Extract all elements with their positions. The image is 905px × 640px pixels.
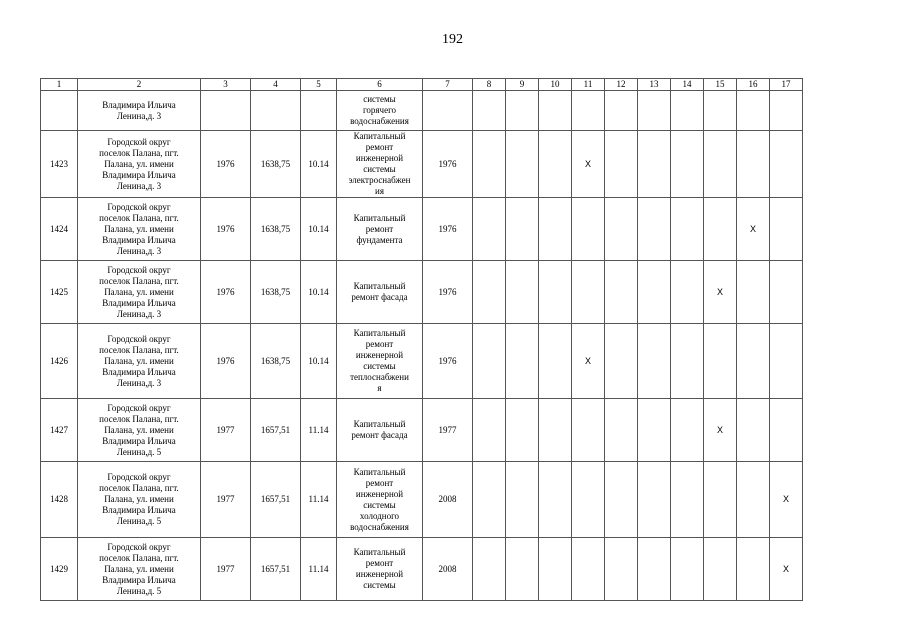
mark-col-10	[539, 131, 572, 198]
address-line: Ленина,д. 5	[116, 585, 162, 596]
row-number: 1424	[41, 198, 78, 261]
address-line: Городской округ	[107, 472, 171, 482]
repair-registry-table	[40, 78, 803, 601]
row-number: 1426	[41, 324, 78, 399]
mark-col-11	[572, 198, 605, 261]
mark-col-15	[704, 538, 737, 601]
work-type-line: Капитальный	[353, 547, 406, 557]
mark-col-8	[473, 538, 506, 601]
mark-col-15: X	[704, 399, 737, 462]
address-line: поселок Палана, пгт.	[99, 344, 179, 355]
cell-col-3	[201, 91, 251, 131]
address-line: Городской округ	[107, 333, 171, 344]
work-type-line: фундамента	[356, 234, 403, 245]
mark-col-9	[506, 399, 539, 462]
table-row	[41, 324, 803, 399]
mark-col-13	[638, 399, 671, 462]
table-row	[41, 131, 803, 198]
mark-col-16	[737, 131, 770, 198]
mark-col-11	[572, 261, 605, 324]
mark-col-9	[506, 538, 539, 601]
col7-cell: 1976	[423, 324, 473, 399]
mark-col-12	[605, 198, 638, 261]
column-number-header-row	[41, 79, 803, 91]
address-line: Городской округ	[107, 402, 171, 413]
cell-col-5	[301, 91, 337, 131]
mark-col-14	[671, 261, 704, 324]
mark-col-14	[671, 538, 704, 601]
address-cell	[78, 399, 201, 462]
work-type-line: ремонт фасада	[351, 430, 408, 440]
column-header-9: 9	[506, 79, 539, 91]
mark-col-10	[539, 324, 572, 399]
col7-cell: 1976	[423, 131, 473, 198]
column-header-5: 5	[301, 79, 337, 91]
column-header-13: 13	[638, 79, 671, 91]
mark-col-9	[506, 324, 539, 399]
cell-col-13	[638, 91, 671, 131]
mark-col-17: X	[770, 538, 803, 601]
col5-cell: 10.14	[301, 131, 337, 198]
address-line: Ленина,д. 3	[116, 377, 162, 388]
address-line: Палана, ул. имени	[104, 563, 174, 574]
address-line: Палана, ул. имени	[104, 355, 174, 366]
mark-col-10	[539, 538, 572, 601]
row-number: 1429	[41, 538, 78, 601]
column-header-4: 4	[251, 79, 301, 91]
mark-col-14	[671, 399, 704, 462]
mark-col-14	[671, 324, 704, 399]
area-cell: 1638,75	[251, 198, 301, 261]
mark-col-12	[605, 538, 638, 601]
year-built-cell: 1977	[201, 538, 251, 601]
cell-col-11	[572, 91, 605, 131]
row-number: 1427	[41, 399, 78, 462]
cell-col-1	[41, 91, 78, 131]
work-type-line: ремонт	[365, 223, 394, 234]
mark-col-9	[506, 261, 539, 324]
address-line: Владимира Ильича	[102, 505, 176, 515]
mark-col-8	[473, 324, 506, 399]
column-header-17: 17	[770, 79, 803, 91]
address-line: поселок Палана, пгт.	[99, 147, 179, 158]
column-header-15: 15	[704, 79, 737, 91]
work-type-line: инженерной	[355, 153, 404, 163]
mark-col-13	[638, 538, 671, 601]
address-line: Ленина,д. 3	[116, 110, 162, 121]
row-number: 1425	[41, 261, 78, 324]
mark-col-12	[605, 131, 638, 198]
mark-col-12	[605, 324, 638, 399]
mark-col-15	[704, 131, 737, 198]
mark-col-16	[737, 324, 770, 399]
work-type-line: горячего	[362, 105, 397, 115]
address-cell	[78, 261, 201, 324]
mark-col-13	[638, 131, 671, 198]
address-cell	[78, 324, 201, 399]
address-line: Ленина,д. 3	[116, 180, 162, 191]
address-line: поселок Палана, пгт.	[99, 552, 179, 563]
table-row	[41, 399, 803, 462]
work-type-line: Капитальный	[353, 466, 406, 477]
row-number: 1428	[41, 462, 78, 538]
table-row	[41, 462, 803, 538]
mark-col-15	[704, 324, 737, 399]
mark-col-12	[605, 399, 638, 462]
mark-col-11: X	[572, 324, 605, 399]
work-type-cell	[337, 131, 423, 198]
mark-col-14	[671, 198, 704, 261]
mark-col-15	[704, 198, 737, 261]
mark-col-17	[770, 131, 803, 198]
address-line: Палана, ул. имени	[104, 158, 174, 169]
table-row	[41, 261, 803, 324]
work-type-line: ремонт	[365, 339, 394, 349]
column-header-12: 12	[605, 79, 638, 91]
table-row-continuation	[41, 91, 803, 131]
mark-col-8	[473, 131, 506, 198]
work-type-line: ремонт	[365, 558, 394, 568]
address-line: Владимира Ильича	[102, 99, 176, 110]
column-header-3: 3	[201, 79, 251, 91]
cell-col-4	[251, 91, 301, 131]
mark-col-14	[671, 462, 704, 538]
address-line: Городской округ	[107, 136, 171, 147]
mark-col-16	[737, 538, 770, 601]
mark-col-16	[737, 399, 770, 462]
mark-col-11	[572, 399, 605, 462]
mark-col-16	[737, 462, 770, 538]
work-type-line: ремонт	[365, 477, 394, 488]
col7-cell: 1976	[423, 261, 473, 324]
address-line: поселок Палана, пгт.	[99, 212, 179, 223]
column-header-10: 10	[539, 79, 572, 91]
address-line: Ленина,д. 3	[116, 308, 162, 319]
work-type-line: Капитальный	[353, 212, 406, 223]
address-line: Палана, ул. имени	[104, 286, 174, 297]
address-line: Ленина,д. 5	[116, 516, 162, 526]
work-type-line: инженерной	[355, 488, 404, 499]
cell-col-15	[704, 91, 737, 131]
work-type-line: системы	[363, 94, 396, 104]
mark-col-11: X	[572, 131, 605, 198]
address-line: поселок Палана, пгт.	[99, 275, 179, 286]
mark-col-12	[605, 462, 638, 538]
table-row	[41, 198, 803, 261]
year-built-cell: 1977	[201, 462, 251, 538]
work-type-line: электроснабжен	[348, 175, 411, 185]
column-header-1: 1	[41, 79, 78, 91]
mark-col-11	[572, 462, 605, 538]
mark-col-17	[770, 198, 803, 261]
mark-col-11	[572, 538, 605, 601]
work-type-line: системы	[363, 580, 396, 590]
mark-col-15: X	[704, 261, 737, 324]
row-number: 1423	[41, 131, 78, 198]
work-type-line: системы	[363, 164, 396, 174]
year-built-cell: 1977	[201, 399, 251, 462]
mark-col-14	[671, 131, 704, 198]
mark-col-9	[506, 462, 539, 538]
col7-cell: 1977	[423, 399, 473, 462]
area-cell: 1638,75	[251, 261, 301, 324]
cell-col-16	[737, 91, 770, 131]
table-row	[41, 538, 803, 601]
address-line: Владимира Ильича	[102, 435, 176, 446]
address-line: поселок Палана, пгт.	[99, 413, 179, 424]
mark-col-9	[506, 198, 539, 261]
work-type-line: я	[377, 383, 382, 393]
mark-col-8	[473, 462, 506, 538]
mark-col-10	[539, 399, 572, 462]
address-cell	[78, 538, 201, 601]
mark-col-10	[539, 198, 572, 261]
address-line: Ленина,д. 5	[116, 446, 162, 457]
year-built-cell: 1976	[201, 324, 251, 399]
address-line: Ленина,д. 3	[116, 245, 162, 256]
work-type-line: Капитальный	[353, 281, 406, 291]
mark-col-9	[506, 131, 539, 198]
page-number: 192	[442, 32, 463, 47]
column-header-16: 16	[737, 79, 770, 91]
column-header-7: 7	[423, 79, 473, 91]
cell-col-2	[78, 91, 201, 131]
mark-col-17: X	[770, 462, 803, 538]
work-type-cell	[337, 324, 423, 399]
area-cell: 1657,51	[251, 538, 301, 601]
mark-col-8	[473, 261, 506, 324]
mark-col-17	[770, 324, 803, 399]
col7-cell: 1976	[423, 198, 473, 261]
work-type-line: системы	[363, 499, 396, 510]
area-cell: 1638,75	[251, 131, 301, 198]
work-type-line: инженерной	[355, 350, 404, 360]
work-type-line: холодного	[359, 510, 400, 521]
mark-col-16: X	[737, 198, 770, 261]
work-type-line: ремонт фасада	[351, 292, 408, 302]
col7-cell: 2008	[423, 538, 473, 601]
address-line: Городской округ	[107, 264, 171, 275]
work-type-line: водоснабжения	[350, 521, 409, 532]
mark-col-8	[473, 198, 506, 261]
work-type-line: системы	[363, 361, 396, 371]
work-type-line: ремонт	[365, 142, 394, 152]
address-cell	[78, 462, 201, 538]
work-type-cell	[337, 399, 423, 462]
work-type-line: теплоснабжени	[350, 372, 409, 382]
address-line: Владимира Ильича	[102, 574, 176, 585]
work-type-line: Капитальный	[353, 419, 406, 429]
year-built-cell: 1976	[201, 198, 251, 261]
mark-col-17	[770, 261, 803, 324]
col5-cell: 11.14	[301, 538, 337, 601]
area-cell: 1638,75	[251, 324, 301, 399]
column-header-11: 11	[572, 79, 605, 91]
mark-col-13	[638, 462, 671, 538]
col5-cell: 10.14	[301, 261, 337, 324]
address-line: Городской округ	[107, 201, 171, 212]
year-built-cell: 1976	[201, 261, 251, 324]
mark-col-13	[638, 261, 671, 324]
cell-col-9	[506, 91, 539, 131]
area-cell: 1657,51	[251, 399, 301, 462]
column-header-14: 14	[671, 79, 704, 91]
address-line: Владимира Ильича	[102, 234, 176, 245]
col5-cell: 10.14	[301, 324, 337, 399]
work-type-line: Капитальный	[353, 131, 406, 141]
mark-col-16	[737, 261, 770, 324]
work-type-line: инженерной	[355, 569, 404, 579]
address-line: Палана, ул. имени	[104, 424, 174, 435]
area-cell: 1657,51	[251, 462, 301, 538]
mark-col-13	[638, 324, 671, 399]
cell-col-12	[605, 91, 638, 131]
mark-col-10	[539, 261, 572, 324]
column-header-6: 6	[337, 79, 423, 91]
address-line: поселок Палана, пгт.	[99, 483, 179, 493]
cell-col-6	[337, 91, 423, 131]
cell-col-14	[671, 91, 704, 131]
mark-col-12	[605, 261, 638, 324]
mark-col-8	[473, 399, 506, 462]
col5-cell: 11.14	[301, 399, 337, 462]
col7-cell: 2008	[423, 462, 473, 538]
cell-col-10	[539, 91, 572, 131]
cell-col-7	[423, 91, 473, 131]
address-line: Городской округ	[107, 541, 171, 552]
mark-col-13	[638, 198, 671, 261]
work-type-cell	[337, 538, 423, 601]
cell-col-8	[473, 91, 506, 131]
mark-col-17	[770, 399, 803, 462]
address-line: Владимира Ильича	[102, 366, 176, 377]
work-type-cell	[337, 462, 423, 538]
address-line: Владимира Ильича	[102, 297, 176, 308]
address-cell	[78, 131, 201, 198]
address-line: Владимира Ильича	[102, 169, 176, 180]
address-line: Палана, ул. имени	[104, 223, 174, 234]
mark-col-10	[539, 462, 572, 538]
column-header-2: 2	[78, 79, 201, 91]
work-type-line: Капитальный	[353, 328, 406, 338]
cell-col-17	[770, 91, 803, 131]
work-type-cell	[337, 198, 423, 261]
col5-cell: 11.14	[301, 462, 337, 538]
work-type-cell	[337, 261, 423, 324]
work-type-line: ия	[375, 186, 384, 196]
work-type-line: водоснабжения	[350, 116, 409, 126]
year-built-cell: 1976	[201, 131, 251, 198]
column-header-8: 8	[473, 79, 506, 91]
address-line: Палана, ул. имени	[104, 494, 174, 504]
mark-col-15	[704, 462, 737, 538]
col5-cell: 10.14	[301, 198, 337, 261]
address-cell	[78, 198, 201, 261]
